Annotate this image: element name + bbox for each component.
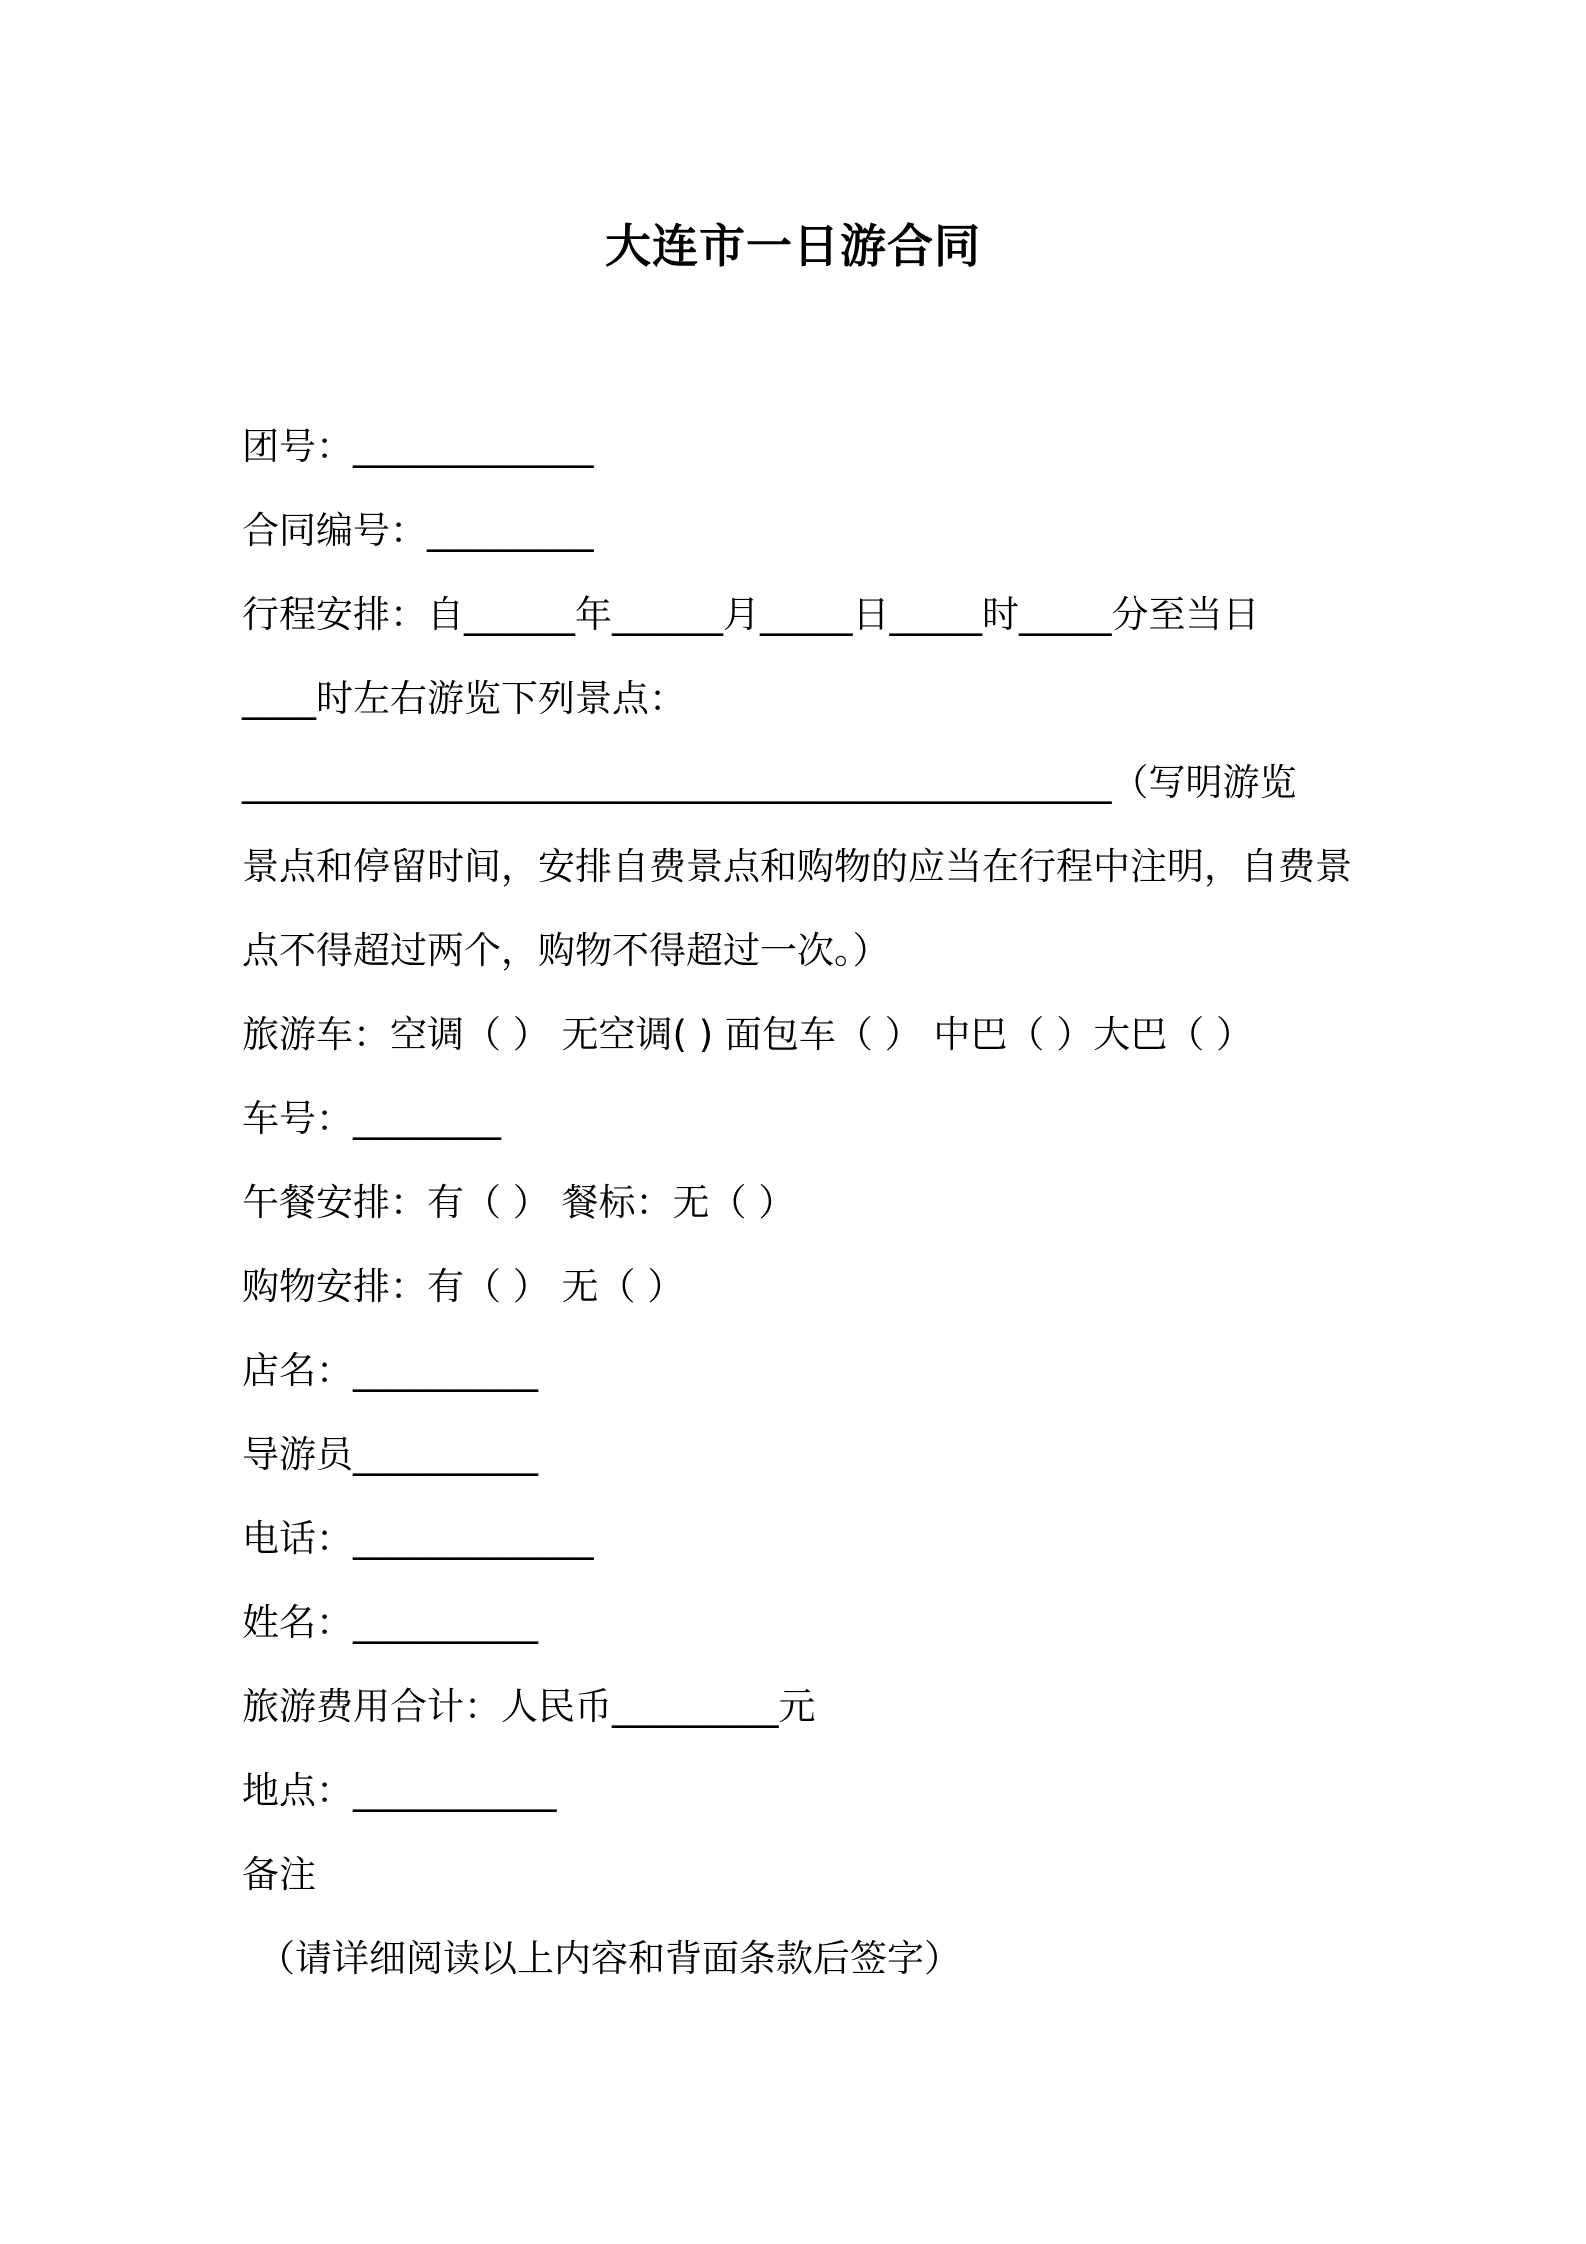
total-cost-line: 旅游费用合计：人民币_________元 (242, 1685, 816, 1728)
location-line: 地点：___________ (242, 1769, 557, 1812)
shopping-line: 购物安排：有（ ） 无（ ） (242, 1265, 685, 1308)
tour-bus-line: 旅游车：空调（ ） 无空调( ) 面包车（ ） 中巴（ ）大巴（ ） (242, 1013, 1253, 1056)
remarks-line: 备注 (242, 1853, 316, 1896)
contract-number-line: 合同编号：_________ (242, 509, 594, 552)
phone-line: 电话：_____________ (242, 1517, 594, 1560)
attractions-line: _______________________________________________（写明游览 (242, 761, 1297, 804)
tour-guide-line: 导游员__________ (242, 1433, 538, 1476)
signature-note-line: （请详细阅读以上内容和背面条款后签字） (258, 1937, 961, 1980)
name-line: 姓名：__________ (242, 1601, 538, 1644)
contract-body (242, 405, 1362, 2001)
itinerary-time-line: ____时左右游览下列景点： (242, 677, 686, 720)
document-title: 大连市一日游合同 (605, 219, 981, 273)
lunch-line: 午餐安排：有（ ） 餐标：无（ ） (242, 1181, 796, 1224)
attractions-note-line-1: 景点和停留时间，安排自费景点和购物的应当在行程中注明，自费景 (242, 845, 1352, 888)
attractions-note-line-2: 点不得超过两个，购物不得超过一次。） (242, 929, 890, 972)
group-number-line: 团号：_____________ (242, 425, 594, 468)
shop-name-line: 店名：__________ (242, 1349, 538, 1392)
itinerary-line: 行程安排：自______年______月_____日_____时_____分至当日 (242, 593, 1260, 636)
bus-number-line: 车号：________ (242, 1097, 501, 1140)
